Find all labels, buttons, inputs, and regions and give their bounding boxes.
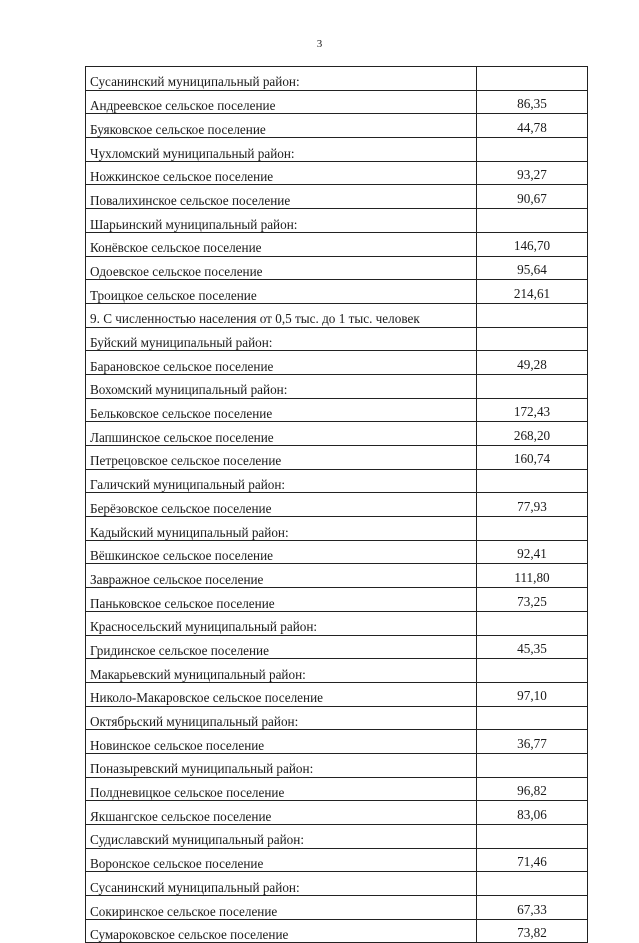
row-name: Судиславский муниципальный район: — [86, 825, 477, 849]
table-row — [86, 209, 588, 233]
row-name: Берёзовское сельское поселение — [86, 493, 477, 517]
row-value: 73,25 — [477, 588, 588, 612]
table-row — [86, 114, 588, 138]
table-row — [86, 801, 588, 825]
row-value: 45,35 — [477, 635, 588, 659]
row-value — [477, 753, 588, 777]
table-row — [86, 517, 588, 541]
table-row — [86, 446, 588, 470]
row-name: Барановское сельское поселение — [86, 351, 477, 375]
table-row — [86, 138, 588, 162]
row-value — [477, 138, 588, 162]
row-value: 92,41 — [477, 540, 588, 564]
table-row — [86, 256, 588, 280]
row-name: Лапшинское сельское поселение — [86, 422, 477, 446]
table-row — [86, 232, 588, 256]
row-name: Гридинское сельское поселение — [86, 635, 477, 659]
table-row — [86, 730, 588, 754]
row-name: Красносельский муниципальный район: — [86, 611, 477, 635]
row-value: 86,35 — [477, 90, 588, 114]
row-name: Воронское сельское поселение — [86, 848, 477, 872]
row-value: 97,10 — [477, 682, 588, 706]
settlement-table — [85, 66, 588, 943]
row-name: Повалихинское сельское поселение — [86, 185, 477, 209]
table-row — [86, 67, 588, 91]
row-name: Поназыревский муниципальный район: — [86, 753, 477, 777]
table-row — [86, 588, 588, 612]
row-value — [477, 469, 588, 493]
table-row — [86, 753, 588, 777]
row-value — [477, 611, 588, 635]
table-row — [86, 327, 588, 351]
row-name: Николо-Макаровское сельское поселение — [86, 682, 477, 706]
row-value — [477, 706, 588, 730]
table-row — [86, 161, 588, 185]
row-value: 90,67 — [477, 185, 588, 209]
row-name: Чухломский муниципальный район: — [86, 138, 477, 162]
row-value: 83,06 — [477, 801, 588, 825]
row-name: Сокиринское сельское поселение — [86, 896, 477, 920]
row-name: Новинское сельское поселение — [86, 730, 477, 754]
table-row — [86, 422, 588, 446]
row-name: Вохомский муниципальный район: — [86, 374, 477, 398]
row-name: Одоевское сельское поселение — [86, 256, 477, 280]
table-row — [86, 280, 588, 304]
table-row — [86, 611, 588, 635]
table-row — [86, 351, 588, 375]
row-name: Буяковское сельское поселение — [86, 114, 477, 138]
row-value — [477, 659, 588, 683]
row-value: 172,43 — [477, 398, 588, 422]
table-row — [86, 682, 588, 706]
row-name: Якшангское сельское поселение — [86, 801, 477, 825]
page-number: 3 — [316, 38, 323, 50]
row-value: 146,70 — [477, 232, 588, 256]
row-value: 67,33 — [477, 896, 588, 920]
table-row — [86, 469, 588, 493]
table-row — [86, 398, 588, 422]
row-name: Шарьинский муниципальный район: — [86, 209, 477, 233]
table-row — [86, 374, 588, 398]
row-name: Ножкинское сельское поселение — [86, 161, 477, 185]
row-value: 160,74 — [477, 446, 588, 470]
row-name: Бельковское сельское поселение — [86, 398, 477, 422]
table-row — [86, 848, 588, 872]
row-value: 71,46 — [477, 848, 588, 872]
row-value: 95,64 — [477, 256, 588, 280]
table-row — [86, 635, 588, 659]
row-value: 73,82 — [477, 919, 588, 943]
table-row — [86, 659, 588, 683]
row-name: Макарьевский муниципальный район: — [86, 659, 477, 683]
table-row — [86, 185, 588, 209]
row-value: 77,93 — [477, 493, 588, 517]
table-row — [86, 777, 588, 801]
row-name: Андреевское сельское поселение — [86, 90, 477, 114]
row-name: Сусанинский муниципальный район: — [86, 67, 477, 91]
row-name: Паньковское сельское поселение — [86, 588, 477, 612]
row-name: Галичский муниципальный район: — [86, 469, 477, 493]
row-value — [477, 209, 588, 233]
row-value — [477, 303, 588, 327]
table-row — [86, 706, 588, 730]
row-name: Октябрьский муниципальный район: — [86, 706, 477, 730]
table-row — [86, 872, 588, 896]
row-value — [477, 67, 588, 91]
row-value: 49,28 — [477, 351, 588, 375]
row-name: Полдневицкое сельское поселение — [86, 777, 477, 801]
table-row — [86, 493, 588, 517]
row-name: Вёшкинское сельское поселение — [86, 540, 477, 564]
row-name: Буйский муниципальный район: — [86, 327, 477, 351]
row-value — [477, 517, 588, 541]
table-row — [86, 919, 588, 943]
row-name: Петрецовское сельское поселение — [86, 446, 477, 470]
row-value: 93,27 — [477, 161, 588, 185]
row-value: 111,80 — [477, 564, 588, 588]
row-name: Конёвское сельское поселение — [86, 232, 477, 256]
row-value — [477, 825, 588, 849]
row-value — [477, 327, 588, 351]
row-name: 9. С численностью населения от 0,5 тыс. до 1 тыс. человек — [86, 303, 477, 327]
table-row — [86, 540, 588, 564]
row-value: 44,78 — [477, 114, 588, 138]
table-row — [86, 303, 588, 327]
row-value: 268,20 — [477, 422, 588, 446]
table-row — [86, 896, 588, 920]
row-name: Сумароковское сельское поселение — [86, 919, 477, 943]
table-row — [86, 564, 588, 588]
row-value: 96,82 — [477, 777, 588, 801]
row-value: 214,61 — [477, 280, 588, 304]
row-name: Завражное сельское поселение — [86, 564, 477, 588]
table-row — [86, 825, 588, 849]
row-name: Троицкое сельское поселение — [86, 280, 477, 304]
row-name: Кадыйский муниципальный район: — [86, 517, 477, 541]
row-value — [477, 872, 588, 896]
settlement-table-body — [86, 67, 588, 943]
row-name: Сусанинский муниципальный район: — [86, 872, 477, 896]
row-value: 36,77 — [477, 730, 588, 754]
row-value — [477, 374, 588, 398]
table-row — [86, 90, 588, 114]
